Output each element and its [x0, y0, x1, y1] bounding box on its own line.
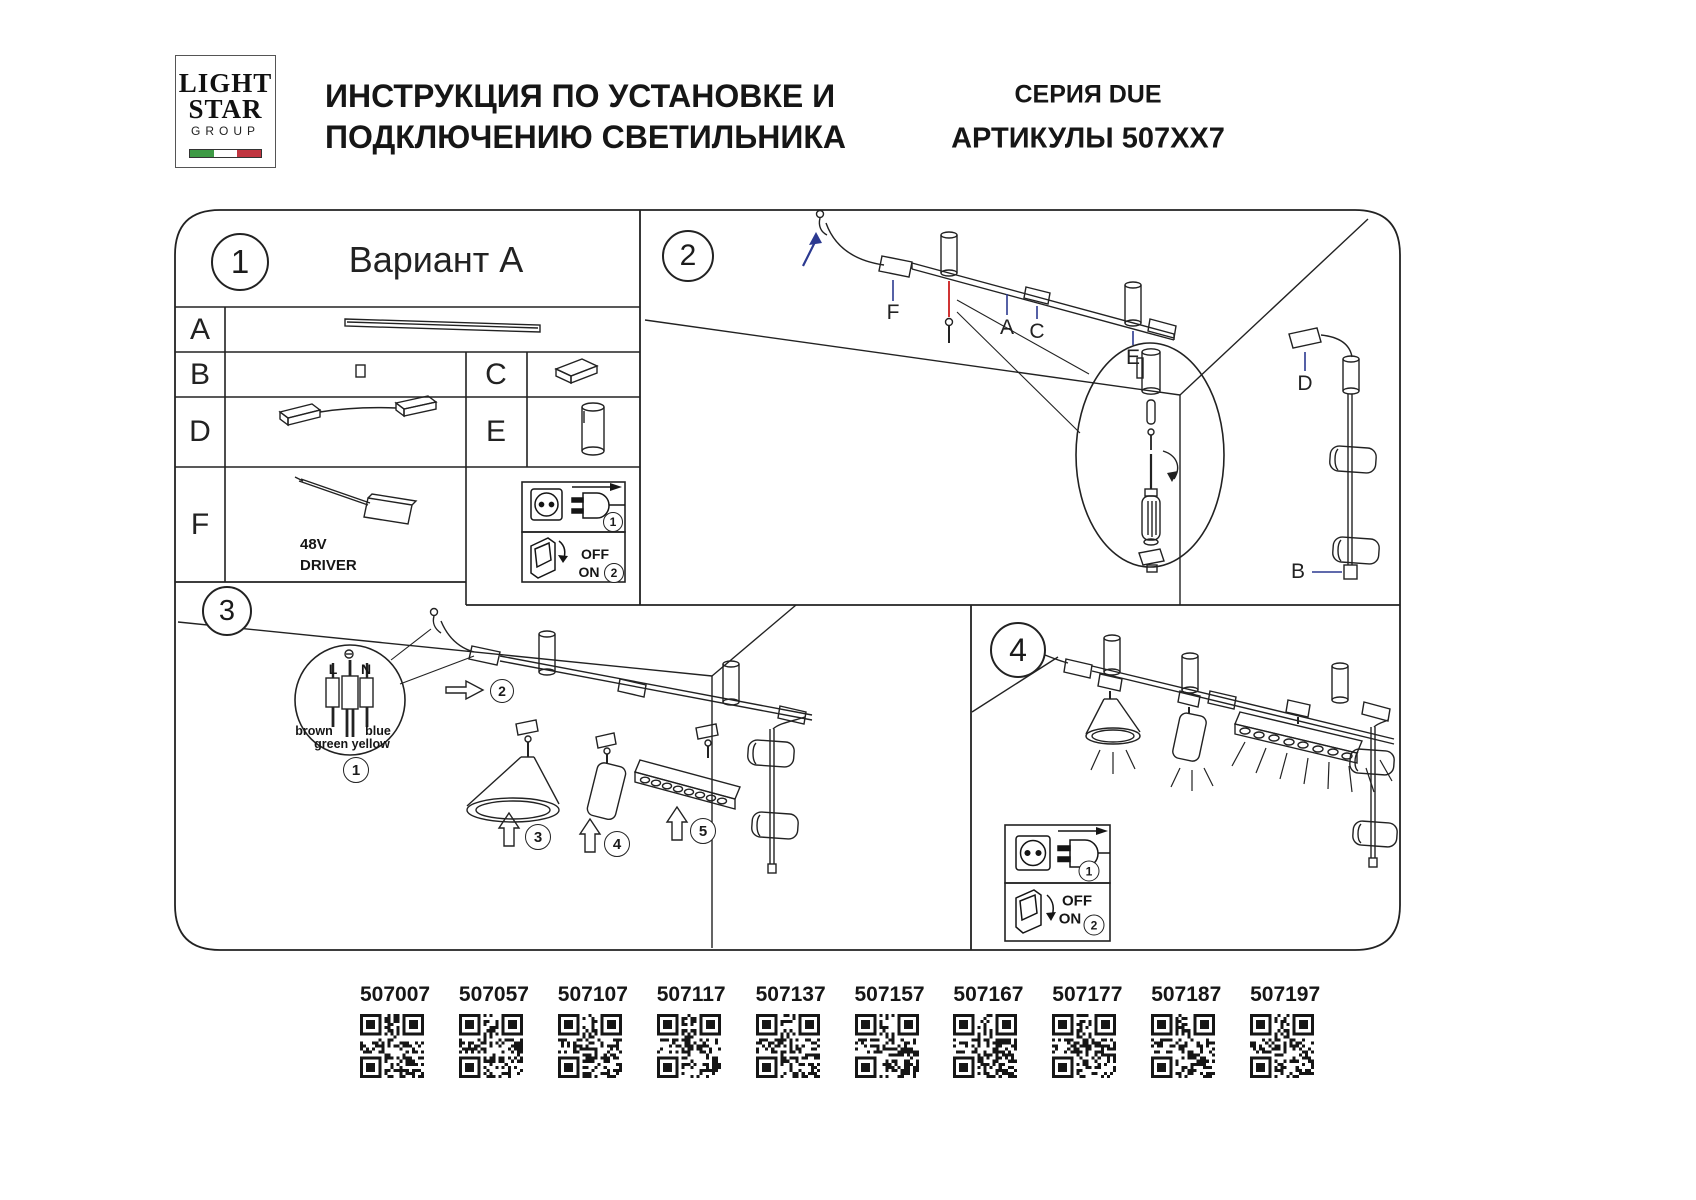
- panel2-number: 2: [662, 230, 714, 282]
- step-circle-2-p3: 2: [490, 679, 514, 703]
- step-circle-5-p3: 5: [690, 818, 716, 844]
- article-item: [360, 983, 431, 1078]
- article-item: [656, 983, 726, 1078]
- article-item: [755, 983, 826, 1078]
- article-code: 507057: [458, 983, 529, 1006]
- panel3-drawing: [178, 605, 812, 948]
- part-letter-e: E: [485, 415, 507, 448]
- step-circle-2-p1: 2: [604, 563, 624, 583]
- step-circle-2-p4: 2: [1084, 915, 1105, 936]
- article-item: [1052, 983, 1123, 1078]
- step-circle-1-p3: 1: [343, 757, 369, 783]
- variant-title: Вариант А: [348, 239, 524, 280]
- article-code: 507187: [1151, 983, 1222, 1006]
- panel1-grid: [175, 307, 1110, 941]
- page-title-line1: ИНСТРУКЦИЯ ПО УСТАНОВКЕ И: [325, 78, 836, 114]
- qr-code: [360, 1014, 424, 1078]
- panel1-part-drawings: [280, 319, 604, 524]
- article-item: [557, 983, 628, 1078]
- step-circle-3-p3: 3: [525, 824, 551, 850]
- logo-text-light: LIGHT: [178, 68, 273, 98]
- blue-arrow-icon: [803, 232, 822, 266]
- qr-code: [1052, 1014, 1116, 1078]
- article-code: 507157: [854, 983, 925, 1006]
- step-circle-1-p1: 1: [603, 512, 623, 532]
- switch-pictogram-p1: [531, 538, 568, 578]
- part-ref-b: B: [1290, 560, 1306, 583]
- step-circle-4-p3: 4: [604, 831, 630, 857]
- step-circle-1-p4: 1: [1079, 861, 1100, 882]
- article-code: 507107: [557, 983, 628, 1006]
- article-item: [458, 983, 529, 1078]
- label-leader-lines: [893, 280, 1342, 572]
- switch-off-label-p4: OFF: [1062, 892, 1092, 910]
- article-item: [854, 983, 925, 1078]
- series-title: СЕРИЯ DUE: [1014, 80, 1162, 109]
- part-ref-e: E: [1125, 346, 1141, 369]
- panel1-number: 1: [211, 233, 269, 291]
- wire-label-brown: brown: [295, 724, 333, 738]
- part-letter-f: F: [190, 508, 210, 541]
- part-letter-c: C: [485, 358, 507, 391]
- logo-text-group: GROUP: [190, 124, 260, 138]
- part-letter-a: A: [189, 313, 211, 346]
- switch-off-label-p1: OFF: [581, 546, 609, 562]
- wire-label-live: L: [328, 661, 338, 677]
- page-title-line2: ПОДКЛЮЧЕНИЮ СВЕТИЛЬНИКА: [325, 119, 846, 155]
- wire-label-neutral: N: [360, 661, 372, 677]
- part-ref-d: D: [1297, 372, 1313, 395]
- article-code: 507117: [656, 983, 726, 1006]
- article-code: 507007: [360, 983, 431, 1006]
- driver-name-label: DRIVER: [300, 557, 357, 574]
- part-letter-b: B: [189, 358, 211, 391]
- panel2-drawing: [645, 211, 1380, 606]
- panel4-number: 4: [990, 622, 1046, 678]
- qr-code: [1250, 1014, 1314, 1078]
- article-code: 507177: [1052, 983, 1123, 1006]
- article-code: 507137: [755, 983, 826, 1006]
- part-ref-a: A: [999, 316, 1015, 339]
- qr-code: [459, 1014, 523, 1078]
- article-item: [1151, 983, 1222, 1078]
- article-code: 507197: [1250, 983, 1321, 1006]
- part-letter-d: D: [189, 415, 211, 448]
- wire-label-green-yellow: green yellow: [314, 737, 390, 751]
- qr-code: [953, 1014, 1017, 1078]
- article-item: [953, 983, 1024, 1078]
- part-ref-f: F: [886, 301, 900, 324]
- qr-code: [855, 1014, 919, 1078]
- qr-code: [558, 1014, 622, 1078]
- driver-voltage-label: 48V: [300, 536, 327, 553]
- articles-row: [0, 983, 1696, 1113]
- article-code: 507167: [953, 983, 1024, 1006]
- wire-label-blue: blue: [365, 724, 391, 738]
- qr-code: [756, 1014, 820, 1078]
- switch-pictogram-p4: [1016, 890, 1056, 933]
- part-ref-c: C: [1029, 320, 1045, 343]
- logo-text-star: STAR: [188, 94, 263, 124]
- article-item: [1250, 983, 1321, 1078]
- qr-code: [657, 1014, 721, 1078]
- switch-on-label-p4: ON: [1058, 910, 1082, 928]
- panel3-number: 3: [202, 586, 252, 636]
- qr-code: [1151, 1014, 1215, 1078]
- articles-heading: АРТИКУЛЫ 507XX7: [951, 122, 1225, 155]
- switch-on-label-p1: ON: [578, 564, 600, 580]
